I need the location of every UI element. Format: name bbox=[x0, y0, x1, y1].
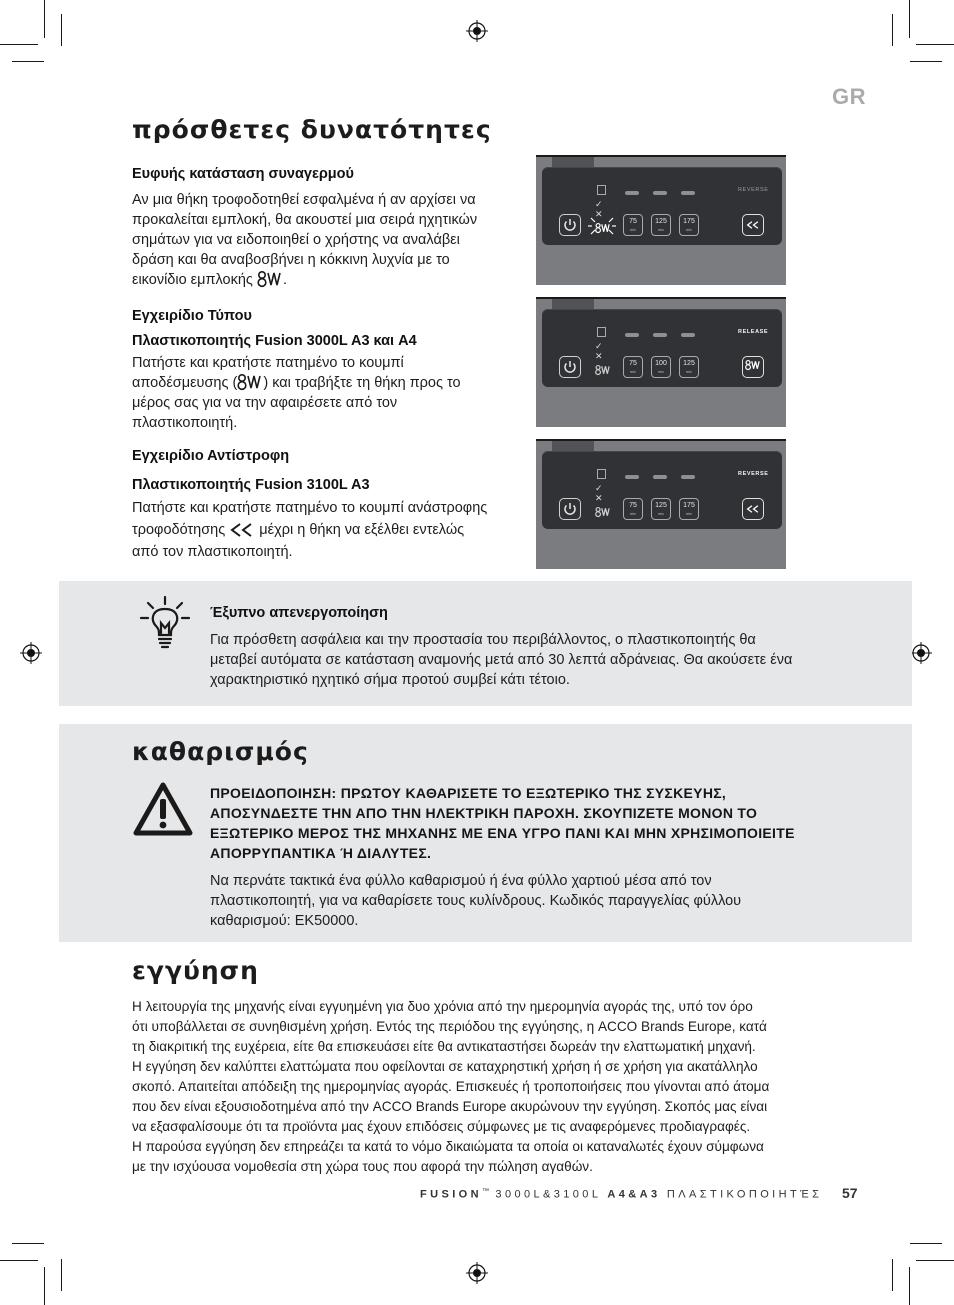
page-number: 57 bbox=[842, 1185, 858, 1201]
reverse-button bbox=[742, 214, 764, 236]
thickness-button: 125 mic bbox=[651, 214, 671, 236]
cross-icon: ✕ bbox=[595, 351, 603, 361]
crop-mark bbox=[910, 1243, 942, 1244]
crop-mark bbox=[892, 14, 893, 46]
thickness-button: 175 mic bbox=[679, 214, 699, 236]
power-button bbox=[559, 498, 581, 520]
jam-icon bbox=[257, 270, 283, 288]
panel-label: REVERSE bbox=[738, 187, 769, 193]
ready-check-icon: ✓ bbox=[595, 483, 603, 493]
manual-release-text-after: ) και τραβήξτε τη θήκη προς το μέρος σας για να την αφαιρέσετε από τον πλαστικοποιητή. bbox=[132, 375, 461, 431]
crop-mark bbox=[44, 1267, 45, 1305]
led-dot bbox=[625, 333, 639, 337]
warranty-line: τη διακριτική της ευχέρεια, είτε θα επισκευάσει είτε θα αντικαταστήσει δωρεάν την ελαττωματική μηχανή. bbox=[132, 1039, 756, 1054]
led-dot bbox=[681, 333, 695, 337]
tip-title: Έξυπνο απενεργοποίηση bbox=[210, 605, 388, 621]
cleaning-title: καθαρισμός bbox=[132, 737, 309, 766]
crop-mark bbox=[916, 1260, 954, 1261]
thickness-button: 100 mic bbox=[651, 356, 671, 378]
release-icon bbox=[237, 373, 263, 391]
manual-reverse-text-after: μέχρι η θήκη να εξέλθει εντελώς από τον πλαστικοποιητή. bbox=[132, 522, 465, 560]
warranty-line: Η εγγύηση δεν καλύπτει ελαττώματα που οφείλονται σε καταχρηστική χρήση ή σε χρήση για ακατάλληλο bbox=[132, 1059, 758, 1074]
warranty-line: σκοπό. Απαιτείται απόδειξη της ημερομηνίας αγοράς. Επισκευές ή τροποποιήσεις που γίνονται από άτομα bbox=[132, 1079, 770, 1094]
jam-indicator-icon bbox=[595, 505, 609, 523]
footer-text bbox=[420, 1188, 822, 1201]
crop-mark bbox=[909, 0, 910, 38]
registration-mark-icon bbox=[466, 1262, 488, 1284]
control-panel-illustration bbox=[536, 439, 786, 569]
thickness-button: 75 mic bbox=[623, 498, 643, 520]
manual-release-model: Πλαστικοποιητής Fusion 3000L A3 και A4 bbox=[132, 333, 417, 349]
thickness-button: 75 mic bbox=[623, 356, 643, 378]
control-panel-illustration bbox=[536, 297, 786, 427]
reverse-icon bbox=[746, 220, 760, 230]
led-dot bbox=[681, 475, 695, 479]
jam-heading: Ευφυής κατάσταση συναγερμού bbox=[132, 166, 354, 182]
crop-mark bbox=[61, 14, 62, 46]
reverse-button bbox=[742, 498, 764, 520]
cross-icon: ✕ bbox=[595, 209, 603, 219]
led-dot bbox=[653, 333, 667, 337]
warranty-text bbox=[132, 997, 832, 1177]
ready-check-icon: ✓ bbox=[595, 199, 603, 209]
footer-models: 3000L&3100L bbox=[488, 1188, 608, 1201]
warranty-line: που δεν είναι εξουσιοδοτημένα από την ACCO Brands Europe ακυρώνουν την εγγύηση. Σκοπός μας είναι bbox=[132, 1099, 768, 1114]
power-button bbox=[559, 356, 581, 378]
crop-mark bbox=[12, 61, 44, 62]
manual-reverse-heading: Εγχειρίδιο Αντίστροφη bbox=[132, 448, 290, 464]
warranty-line: ότι υποβάλλεται σε συνηθισμένη χρήση. Εντός της περιόδου της εγγύησης, η ACCO Brands Europe, κατά bbox=[132, 1019, 767, 1034]
crop-mark bbox=[910, 61, 942, 62]
manual-reverse-text bbox=[132, 497, 494, 563]
warranty-line: να εξασφαλίσουμε ότι τα προϊόντα μας έχουν επιδόσεις σύμφωνες με τις αναφερόμενες προδιαγραφές. bbox=[132, 1119, 751, 1134]
led-dot bbox=[681, 191, 695, 195]
jam-text-end: . bbox=[282, 272, 287, 288]
reverse-icon bbox=[229, 522, 255, 538]
led-dot bbox=[625, 475, 639, 479]
led-dot bbox=[653, 191, 667, 195]
registration-mark-icon bbox=[466, 20, 488, 42]
tip-text: Για πρόσθετη ασφάλεια και την προστασία του περιβάλλοντος, ο πλαστικοποιητής θα μεταβεί αυτόματα σε κατάσταση αναμονής μετά από 30 λεπτά αδράνειας. Θα ακούσετε ένα χαρακτηριστικό ηχητικό σήμα προτού συμβεί κάτι τέτοιο. bbox=[210, 632, 793, 688]
footer-tm: ™ bbox=[481, 1188, 489, 1195]
crop-mark bbox=[909, 1267, 910, 1305]
manual-release-text bbox=[132, 353, 482, 433]
cleaning-warning: ΠΡΟΕΙΔΟΠΟΙΗΣΗ: ΠΡΩΤΟΥ ΚΑΘΑΡΙΣΕΤΕ ΤΟ ΕΞΩΤΕΡΙΚΟ ΤΗΣ ΣΥΣΚΕΥΗΣ, ΑΠΟΣΥΝΔΕΣΤΕ ΤΗΝ ΑΠΟ ΤΗΝ ΗΛΕΚΤΡΙΚΗ ΠΑΡΟΧΗ. ΣΚΟΥΠΙΖΕΤΕ ΜΟΝΟΝ ΤΟ ΕΞΩΤΕΡΙΚΟ ΜΕΡΟΣ ΤΗΣ ΜΗΧΑΝΗΣ ΜΕ ΕΝΑ ΥΓΡΟ ΠΑΝΙ ΚΑΙ ΜΗΝ ΧΡΗΣΙΜΟΠΟΙΕΙΤΕ ΑΠΟΡΡΥΠΑΝΤΙΚΑ Ή ΔΙΑΛΥΤΕΣ. bbox=[210, 785, 795, 861]
footer-product: ΠΛΑΣΤΙΚΟΠΟΙΗΤΈΣ bbox=[660, 1188, 823, 1201]
registration-mark-icon bbox=[20, 642, 42, 664]
panel-label: RELEASE bbox=[738, 329, 769, 335]
crop-mark bbox=[892, 1259, 893, 1291]
thickness-button: 75 mic bbox=[623, 214, 643, 236]
crop-mark bbox=[12, 1243, 44, 1244]
flash-rays-icon bbox=[588, 215, 616, 237]
status-icons bbox=[595, 327, 609, 373]
warranty-line: με την ισχύουσα νομοθεσία στη χώρα τους που αφορά την πώληση αγαθών. bbox=[132, 1159, 593, 1174]
crop-mark bbox=[916, 44, 954, 45]
jam-indicator-icon bbox=[595, 363, 609, 381]
release-button bbox=[742, 356, 764, 378]
status-icons bbox=[595, 469, 609, 515]
led-dot bbox=[625, 191, 639, 195]
manual-release-text-before: Πατήστε και κρατήστε πατημένο το κουμπί αποδέσμευσης ( bbox=[132, 355, 404, 391]
control-panel-illustration bbox=[536, 155, 786, 285]
crop-mark bbox=[0, 44, 38, 45]
warning-icon bbox=[133, 782, 193, 836]
jam-text-body: Αν μια θήκη τροφοδοτηθεί εσφαλμένα ή αν αρχίσει να προκαλείται εμπλοκή, θα ακουστεί μια σειρά ηχητικών σημάτων για να ειδοποιηθεί ο χρήστης να αναλάβει δράση και θα αναβοσβήνει η κόκκινη λυχνία με το εικονίδιο εμπλοκής bbox=[132, 192, 478, 288]
warranty-line: Η παρούσα εγγύηση δεν επηρεάζει τα κατά το νόμο δικαιώματα τα οποία οι καταναλωτές έχουν σύμφωνα bbox=[132, 1139, 764, 1154]
features-title: πρόσθετες δυνατότητες bbox=[132, 115, 492, 144]
cross-icon: ✕ bbox=[595, 493, 603, 503]
thickness-button: 175 mic bbox=[679, 498, 699, 520]
power-button bbox=[559, 214, 581, 236]
thickness-button: 125 mic bbox=[679, 356, 699, 378]
crop-mark bbox=[61, 1259, 62, 1291]
crop-mark bbox=[44, 0, 45, 38]
release-icon bbox=[745, 358, 761, 376]
cleaning-text: Να περνάτε τακτικά ένα φύλλο καθαρισμού ή ένα φύλλο χαρτιού μέσα από τον πλαστικοποιητή, για να καθαρίσετε τους κυλίνδρους. Κωδικός παραγγελίας φύλλου καθαρισμού: EK50000. bbox=[210, 873, 742, 929]
crop-mark bbox=[0, 1260, 38, 1261]
warranty-line: Η λειτουργία της μηχανής είναι εγγυημένη για δυο χρόνια από την ημερομηνία αγοράς της, υπό τον όρο bbox=[132, 999, 753, 1014]
footer-sizes: A4&A3 bbox=[607, 1188, 661, 1201]
registration-mark-icon bbox=[910, 642, 932, 664]
lightbulb-icon bbox=[139, 595, 191, 653]
reverse-icon bbox=[746, 504, 760, 514]
manual-release-heading: Εγχειρίδιο Τύπου bbox=[132, 308, 252, 324]
thickness-button: 125 mic bbox=[651, 498, 671, 520]
led-dot bbox=[653, 475, 667, 479]
footer-brand: FUSION bbox=[420, 1188, 482, 1201]
manual-reverse-model: Πλαστικοποιητής Fusion 3100L A3 bbox=[132, 477, 370, 493]
panel-label: REVERSE bbox=[738, 471, 769, 477]
warranty-title: εγγύηση bbox=[132, 956, 259, 985]
jam-text bbox=[132, 190, 504, 290]
ready-check-icon: ✓ bbox=[595, 341, 603, 351]
manual-reverse-text-before: Πατήστε και κρατήστε πατημένο το κουμπί ανάστροφης τροφοδότησης bbox=[132, 500, 488, 538]
language-code: GR bbox=[832, 84, 866, 109]
